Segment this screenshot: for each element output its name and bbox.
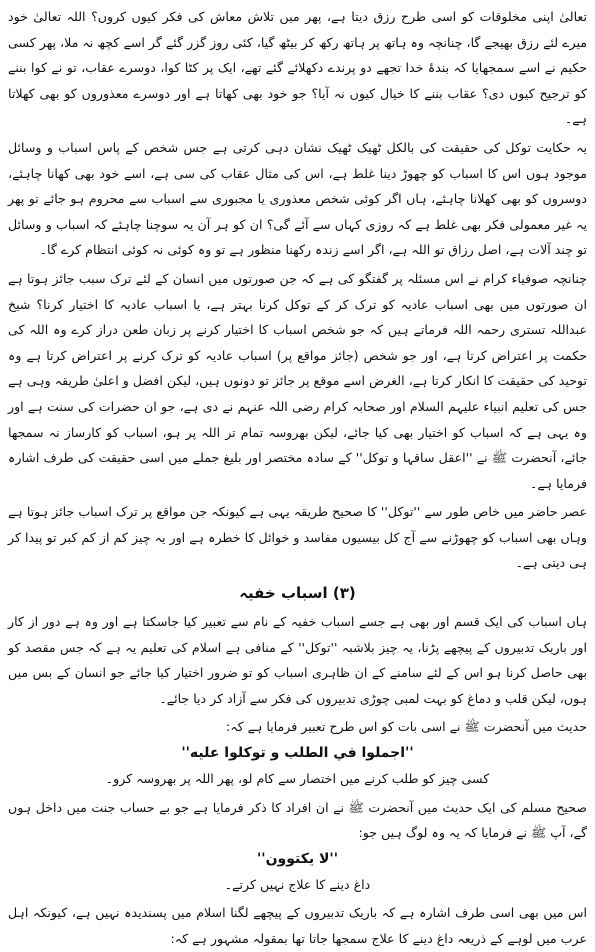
section-heading: (۳) اسباب خفیہ bbox=[239, 584, 356, 603]
paragraph-sufi-discussion: چنانچہ صوفیاء کرام نے اس مسئلہ پر گفتگو کی ہے کہ جن صورتوں میں انسان کے لئے ترک سبب جائز ہوتا ہے ان صورتوں میں بھی اسباب عادیہ کو ترک کر کے توکل کرنا بہتر ہے، یا اسباب عادیہ کا اختیار کرنا؟ شیخ عبداللہ تستری رحمہ اللہ فرماتے ہیں کہ جو شخص اسباب کا اختیار کرنے پر زبان طعن دراز کرے وہ اللہ کی حکمت پر اعتراض کرتا ہے، اور جو شخص (جائز مواقع پر) اسباب عادیہ کو ترک کرنے پر اعتراض کرتا ہے وہ توحید کی حقیقت کا انکار کرتا ہے، الغرض اسے موقع پر جائز تو دونوں ہیں، لیکن افضل و اعلیٰ طریقہ وہی ہے جس کی تعلیم انبیاء علیہم السلام اور صحابہ کرام رضی اللہ عنہم نے دی ہے، جو ان حضرات کی سنت ہے اور وہ یہی ہے کہ اسباب کو اختیار بھی کیا جائے، لیکن بھروسہ تمام تر اللہ پر ہو، اسباب کو کارساز نہ سمجھا جائے، آنحضرت ﷺ نے ''اعقل ساقہا و توکل'' کے سادہ مختصر اور بلیغ جملے میں اسی حقیقت کی طرف اشارہ فرمایا ہے۔ bbox=[8, 270, 587, 491]
paragraph-tawakkul-reality: یہ حکایت توکل کی حقیقت کی بالکل ٹھیک ٹھیک نشان دہی کرتی ہے جس شخص کے پاس اسباب و وسائل موجود ہوں اس کا اسباب کو چھوڑ دینا غلط ہے، اس کی مثال عقاب کی سی ہے، اسے خود بھی کھانا چاہئے، دوسروں کو بھی کھلانا چاہئے، ہاں اگر کوئی شخص معذوری یا مجبوری سے اسباب سے محروم ہو جائے تو پھر یہ غیر معمولی فکر بھی غلط ہے کہ روزی کہاں سے آئے گی؟ ان کو ہر آن یہ سوچنا چاہئے کہ اسباب و وسائل تو چند آلات ہے، اصل رزاق تو اللہ ہے، اگر اسے زندہ رکھنا منظور ہے تو وہ کوئی نہ کوئی انتظام کرے گا۔ bbox=[8, 139, 587, 258]
paragraph-muslim-hadith: صحیح مسلم کی ایک حدیث میں آنحضرت ﷺ نے ان افراد کا ذکر فرمایا ہے جو بے حساب جنت میں داخل ہوں گے، آپ ﷺ نے فرمایا کہ یہ وہ لوگ ہیں جو: bbox=[8, 799, 587, 841]
paragraph-hikayat-ending: تعالیٰ اپنی مخلوقات کو اسی طرح رزق دیتا ہے، پھر میں تلاش معاش کی فکر کیوں کروں؟ اللہ تعالیٰ خود میرے لئے رزق بھیجے گا، چنانچہ وہ ہاتھ پر ہاتھ رکھ کر بیٹھ گیا، کئی روز گزر گئے گر اسے کچھ نہ ملا، پھر کسی حکیم نے اسے سمجھایا کہ بندۂ خدا تجھے دو پرندے دکھلائے گئے تھے، ایک پر کٹا کوا، دوسرے عقاب، تو نے کوا بننے کو ترجیح کیوں دی؟ عقاب بننے کا خیال کیوں نہ آیا؟ جو خود بھی کھاتا ہے اور دوسرے معذوروں کو بھی کھلاتا ہے۔ bbox=[8, 9, 587, 127]
hadith-quote-translation: کسی چیز کو طلب کرنے میں اختصار سے کام لو، پھر اللہ پر بھروسہ کرو۔ bbox=[105, 771, 490, 787]
paragraph-hidden-means: ہاں اسباب کی ایک قسم اور بھی ہے جسے اسباب خفیہ کے نام سے تعبیر کیا جاسکتا ہے اور وہ ہے دور از کار اور باریک تدبیروں کے پیچھے پڑنا، یہ چیز بلاشبہ ''توکل'' کے منافی ہے اسلام کی تعلیم یہ ہے کہ جس مقصد کو بھی حاصل کرنا ہو اس کے لئے سامنے کے ان ظاہری اسباب کو تو ضرور اختیار کیا جائے جو انسان کے بس میں ہوں، لیکن قلب و دماغ کو بہت لمبی چوڑی تدبیروں کی فکر سے آزاد کر دیا جائے۔ bbox=[8, 614, 587, 706]
hadith-quote2-translation: داغ دینے کا علاج نہیں کرتے۔ bbox=[224, 876, 371, 892]
paragraph-present-era: عصر حاضر میں خاص طور سے ''توکل'' کا صحیح طریقہ یہی ہے کیونکہ جن مواقع پر ترک اسباب جائز ہوتا ہے وہاں بھی اسباب کو چھوڑنے سے آج کل بیسیوں مفاسد و خوائل کا خطرہ ہے اور یہ چیز کم از کم کبر تو پیدا کر ہی دیتی ہے۔ bbox=[8, 504, 587, 571]
paragraph-closing: اس میں بھی اسی طرف اشارہ ہے کہ باریک تدبیروں کے پیچھے لگنا اسلام میں پسندیدہ نہیں ہے، کیونکہ اہل عرب میں لوہے کے ذریعہ داغ دینے کا علاج سمجھا جاتا تھا بمقولہ مشہور ہے کہ: bbox=[8, 905, 587, 946]
paragraph-hadith-intro: حدیث میں آنحضرت ﷺ نے اسی بات کو اس طرح تعبیر فرمایا ہے کہ: bbox=[225, 719, 587, 735]
hadith-quote2-arabic: ''لا يكتوون'' bbox=[257, 850, 338, 867]
hadith-quote-arabic: ''اجملوا في الطلب و توكلوا عليه'' bbox=[181, 745, 414, 762]
document-page bbox=[8, 4, 587, 952]
